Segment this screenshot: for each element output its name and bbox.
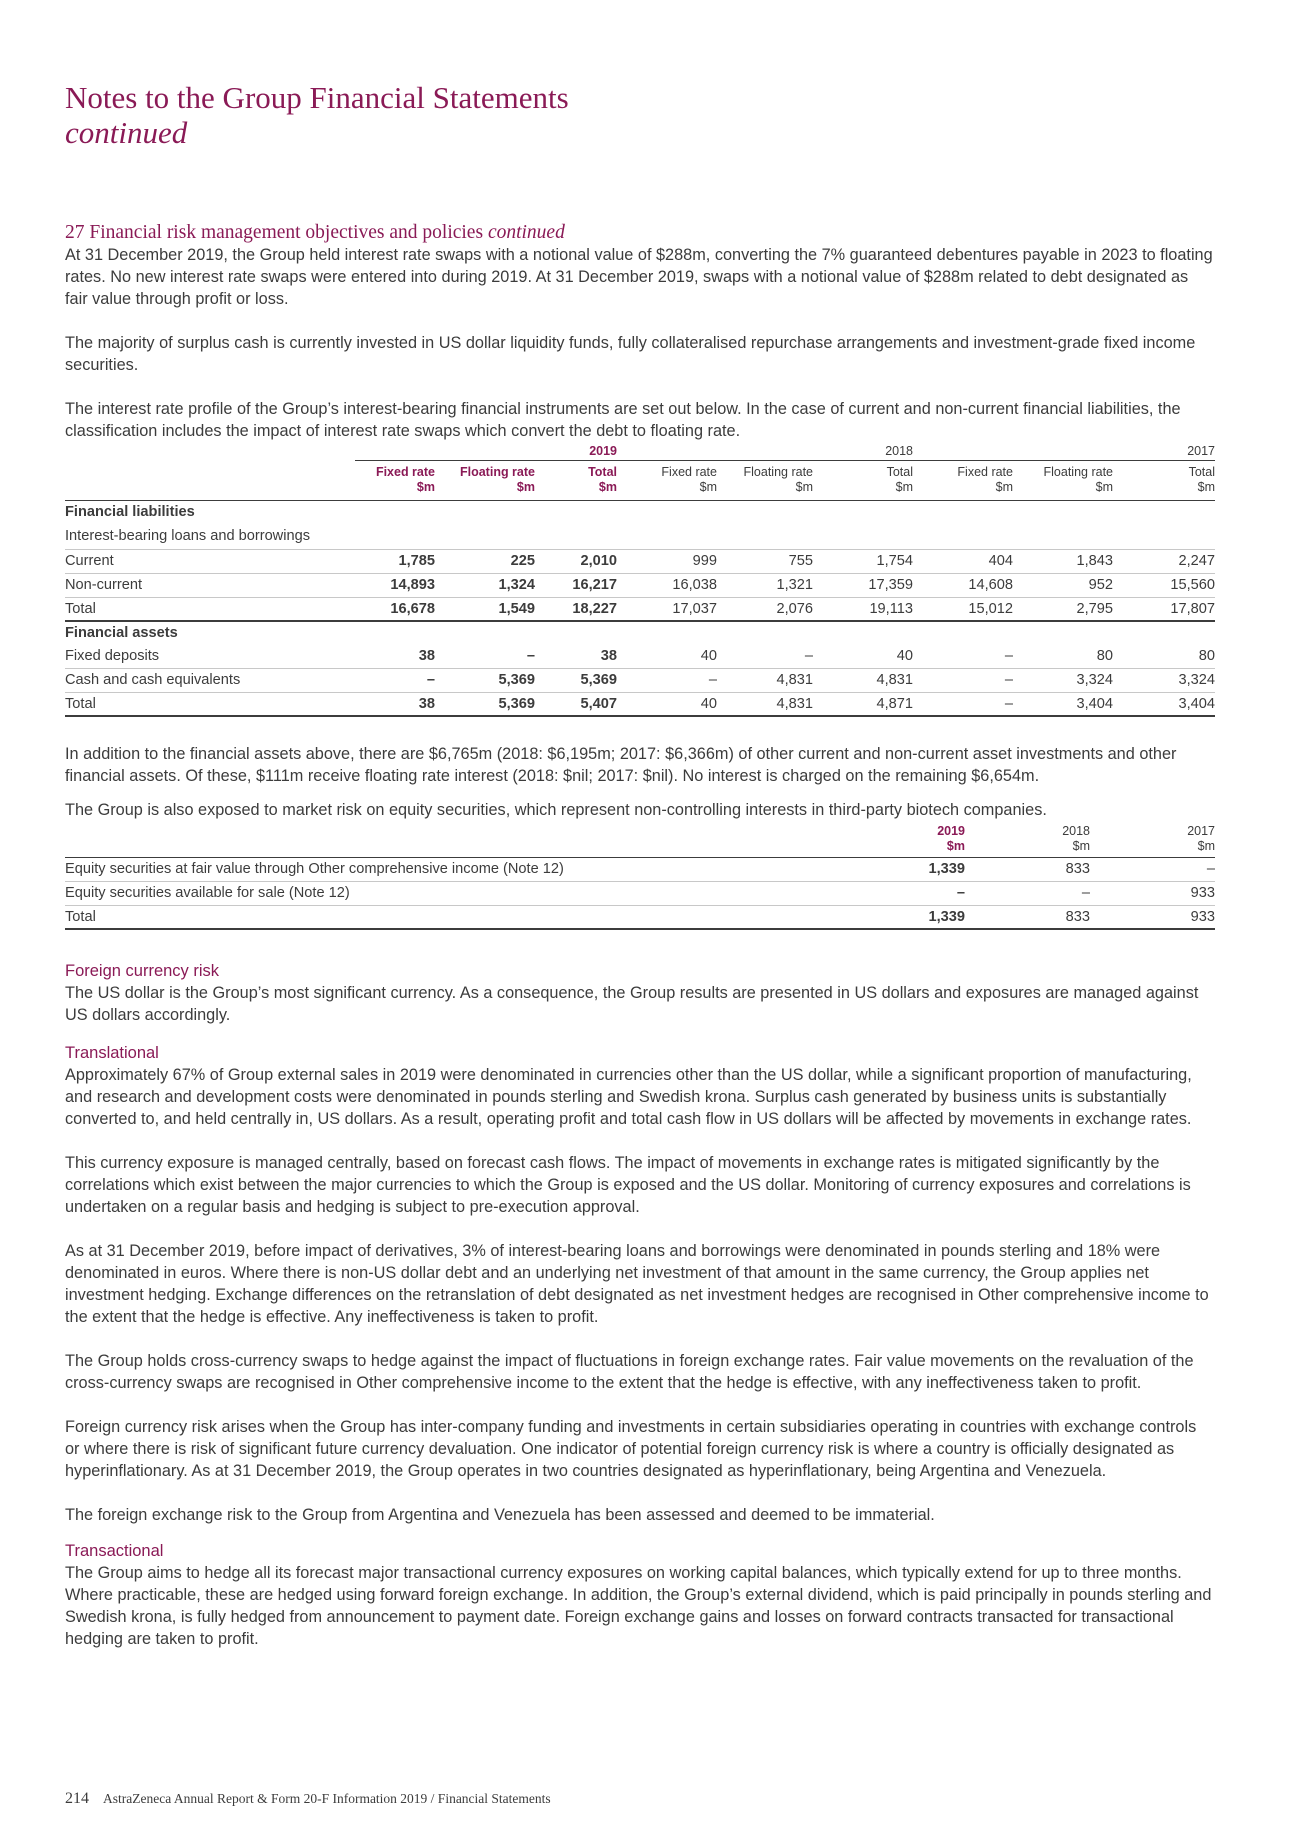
paragraph: Foreign currency risk arises when the Group has inter-company funding and investments in certain subsidiaries operating in countries with exchange controls or where there is risk of significant future currency devaluation. One indicator of potential foreign currency risk is where a country is officially designated as hyperinflationary. As at 31 December 2019, the Group operates in two countries designated as hyperinflationary, being Argentina and Venezuela. [65,1418,1197,1480]
col-header: 2018 $m [965,821,1090,857]
table-cell: 2,795 [1013,597,1113,621]
table-cell: 16,217 [535,573,617,597]
paragraph: Approximately 67% of Group external sales in 2019 were denominated in currencies other than the US dollar, while a significant proportion of manufacturing, and research and development costs were denominated in pounds sterling and Swedish krona. Surplus cash generated by business units is substantially converted to, and held centrally in, US dollars. As a result, operating profit and total cash flow in US dollars will be affected by movements in exchange rates. [65,1066,1192,1128]
year-2017: 2017 [1113,442,1215,460]
table-cell: 5,369 [435,668,535,692]
fx-heading: Foreign currency risk [65,962,220,980]
table-cell: – [965,881,1090,905]
table-cell: 1,339 [845,905,965,929]
table-row: Total 1,339 833 933 [65,905,1215,929]
table-cell: 999 [617,549,717,573]
transactional-heading: Transactional [65,1542,164,1560]
table-cell: 933 [1090,881,1215,905]
table-cell: 1,785 [355,549,435,573]
table-row: Equity securities at fair value through Other comprehensive income (Note 12) 1,339 833 – [65,857,1215,881]
table-cell: 15,012 [913,597,1013,621]
paragraph: The US dollar is the Group’s most significant currency. As a consequence, the Group results are presented in US dollars and exposures are managed against US dollars accordingly. [65,984,1199,1024]
table-cell: 15,560 [1113,573,1215,597]
group-heading: Financial liabilities [65,503,195,520]
table-cell: 4,831 [717,692,813,716]
table-cell: 17,807 [1113,597,1215,621]
table-cell: 3,404 [1113,692,1215,716]
table-cell: – [845,881,965,905]
table-cell: 833 [965,905,1090,929]
table-cell: – [913,644,1013,668]
col-header: Floating rate $m [435,460,535,500]
table-cell: 17,359 [813,573,913,597]
paragraph: The interest rate profile of the Group’s interest-bearing financial instruments are set out below. In the case of current and non-current financial liabilities, the classification includes the impact of interest rate swaps which convert the debt to floating rate. [65,400,1181,440]
col-header: Total $m [535,460,617,500]
group-heading: Financial assets [65,625,178,641]
col-header: Fixed rate $m [355,460,435,500]
section-heading [65,222,1215,244]
col-header: Fixed rate $m [913,460,1013,500]
interest-rate-table [65,442,1215,717]
group-subheading: Interest-bearing loans and borrowings [65,523,1215,549]
table-cell: 5,407 [535,692,617,716]
paragraph: The majority of surplus cash is currently invested in US dollar liquidity funds, fully collateralised repurchase arrangements and investment-grade fixed income securities. [65,334,1196,374]
col-header: 2017 $m [1090,821,1215,857]
paragraph: In addition to the financial assets above, there are $6,765m (2018: $6,195m; 2017: $6,366m) of other current and non-current asset investments and other financial assets. Of these, $111m receive floating rate interest (2018: $nil; 2017: $nil). No interest is charged on the remaining $6,654m. [65,745,1177,785]
table-cell: 38 [355,692,435,716]
paragraph: The Group holds cross-currency swaps to hedge against the impact of fluctuations in foreign exchange rates. Fair value movements on the revaluation of the cross-currency swaps are recognised in Other comprehensive income to the extent that the hedge is effective, with any ineffectiveness taken to profit. [65,1352,1194,1392]
paragraph: The foreign exchange risk to the Group from Argentina and Venezuela has been assessed and deemed to be immaterial. [65,1506,935,1524]
table-cell: 40 [617,644,717,668]
table-cell: 2,076 [717,597,813,621]
page-title: Notes to the Group Financial Statements [65,80,569,115]
paragraph: As at 31 December 2019, before impact of derivatives, 3% of interest-bearing loans and borrowings were denominated in pounds sterling and 18% were denominated in euros. Where there is non-US dollar debt and an underlying net investment of that amount in the same currency, the Group applies net investment hedging. Exchange differences on the retranslation of debt designated as net investment hedges are recognised in Other comprehensive income to the extent that the hedge is effective. Any ineffectiveness is taken to profit. [65,1242,1209,1326]
table-cell: 17,037 [617,597,717,621]
table-cell: 4,871 [813,692,913,716]
table-cell: 933 [1090,905,1215,929]
table-cell: 40 [813,644,913,668]
section-heading-suffix: continued [487,222,565,243]
table-cell: 38 [355,644,435,668]
footer-text: AstraZeneca Annual Report & Form 20-F Information 2019 / Financial Statements [103,1791,551,1806]
table-cell: 1,324 [435,573,535,597]
table-cell: 80 [1013,644,1113,668]
col-header: Fixed rate $m [617,460,717,500]
table-cell: 1,321 [717,573,813,597]
table-cell: 1,754 [813,549,913,573]
table-cell: 4,831 [717,668,813,692]
page-subtitle: continued [65,115,188,150]
table-cell: – [717,644,813,668]
main-content [65,222,1215,1650]
paragraph: At 31 December 2019, the Group held interest rate swaps with a notional value of $288m, converting the 7% guaranteed debentures payable in 2023 to floating rates. No new interest rate swaps were entered into during 2019. At 31 December 2019, swaps with a notional value of $288m related to debt designated as fair value through profit or loss. [65,246,1213,308]
table-cell: 3,324 [1113,668,1215,692]
page-number: 214 [65,1790,89,1807]
column-header-row [65,821,1215,857]
paragraph: This currency exposure is managed centrally, based on forecast cash flows. The impact of movements in exchange rates is mitigated significantly by the correlations which exist between the major currencies to which the Group is exposed and the US dollar. Monitoring of currency exposures and correlations is undertaken on a regular basis and hedging is subject to pre-execution approval. [65,1154,1191,1216]
table-cell: 833 [965,857,1090,881]
table-row: Current 1,785 225 2,010 999 755 1,754 404 1,843 2,247 [65,549,1215,573]
table-cell: 5,369 [535,668,617,692]
table-cell: 2,010 [535,549,617,573]
table-cell: 18,227 [535,597,617,621]
table-cell: – [355,668,435,692]
paragraph: The Group is also exposed to market risk on equity securities, which represent non-controlling interests in third-party biotech companies. [65,801,1047,819]
table-cell: 4,831 [813,668,913,692]
table-cell: 16,038 [617,573,717,597]
table-cell: 3,324 [1013,668,1113,692]
table-row: Fixed deposits 38 – 38 40 – 40 – 80 80 [65,644,1215,668]
col-header: Floating rate $m [1013,460,1113,500]
paragraph: The Group aims to hedge all its forecast major transactional currency exposures on working capital balances, which typically extend for up to three months. Where practicable, these are hedged using forward foreign exchange. In addition, the Group’s external dividend, which is paid principally in pounds sterling and Swedish krona, is fully hedged from announcement to payment date. Foreign exchange gains and losses on forward contracts transacted for transactional hedging are taken to profit. [65,1564,1212,1648]
table-row: Total 16,678 1,549 18,227 17,037 2,076 19,113 15,012 2,795 17,807 [65,597,1215,621]
year-header-row [65,442,1215,460]
table-cell: 755 [717,549,813,573]
table-cell: 404 [913,549,1013,573]
col-header: Total $m [1113,460,1215,500]
table-cell: – [913,692,1013,716]
table-cell: 3,404 [1013,692,1113,716]
year-2018: 2018 [813,442,913,460]
table-cell: 1,843 [1013,549,1113,573]
table-row: Non-current 14,893 1,324 16,217 16,038 1,321 17,359 14,608 952 15,560 [65,573,1215,597]
table-cell: – [1090,857,1215,881]
table-cell: 19,113 [813,597,913,621]
table-cell: 1,549 [435,597,535,621]
table-cell: – [617,668,717,692]
table-cell: 225 [435,549,535,573]
table-row: Total 38 5,369 5,407 40 4,831 4,871 – 3,404 3,404 [65,692,1215,716]
section-heading-text: 27 Financial risk management objectives and policies [65,222,484,243]
footer [65,1790,551,1808]
table-cell: 14,893 [355,573,435,597]
table-cell: – [435,644,535,668]
table-cell: – [913,668,1013,692]
table-row: Equity securities available for sale (Note 12) – – 933 [65,881,1215,905]
table-cell: 952 [1013,573,1113,597]
col-header: 2019 $m [845,821,965,857]
table-cell: 38 [535,644,617,668]
table-cell: 1,339 [845,857,965,881]
table-cell: 5,369 [435,692,535,716]
col-header: Floating rate $m [717,460,813,500]
table-cell: 40 [617,692,717,716]
table-row: Cash and cash equivalents – 5,369 5,369 – 4,831 4,831 – 3,324 3,324 [65,668,1215,692]
column-header-row [65,460,1215,500]
table-cell: 14,608 [913,573,1013,597]
translational-heading: Translational [65,1044,159,1062]
year-2019: 2019 [535,442,617,460]
table-cell: 16,678 [355,597,435,621]
table-cell: 2,247 [1113,549,1215,573]
equity-securities-table [65,821,1215,930]
col-header: Total $m [813,460,913,500]
table-cell: 80 [1113,644,1215,668]
